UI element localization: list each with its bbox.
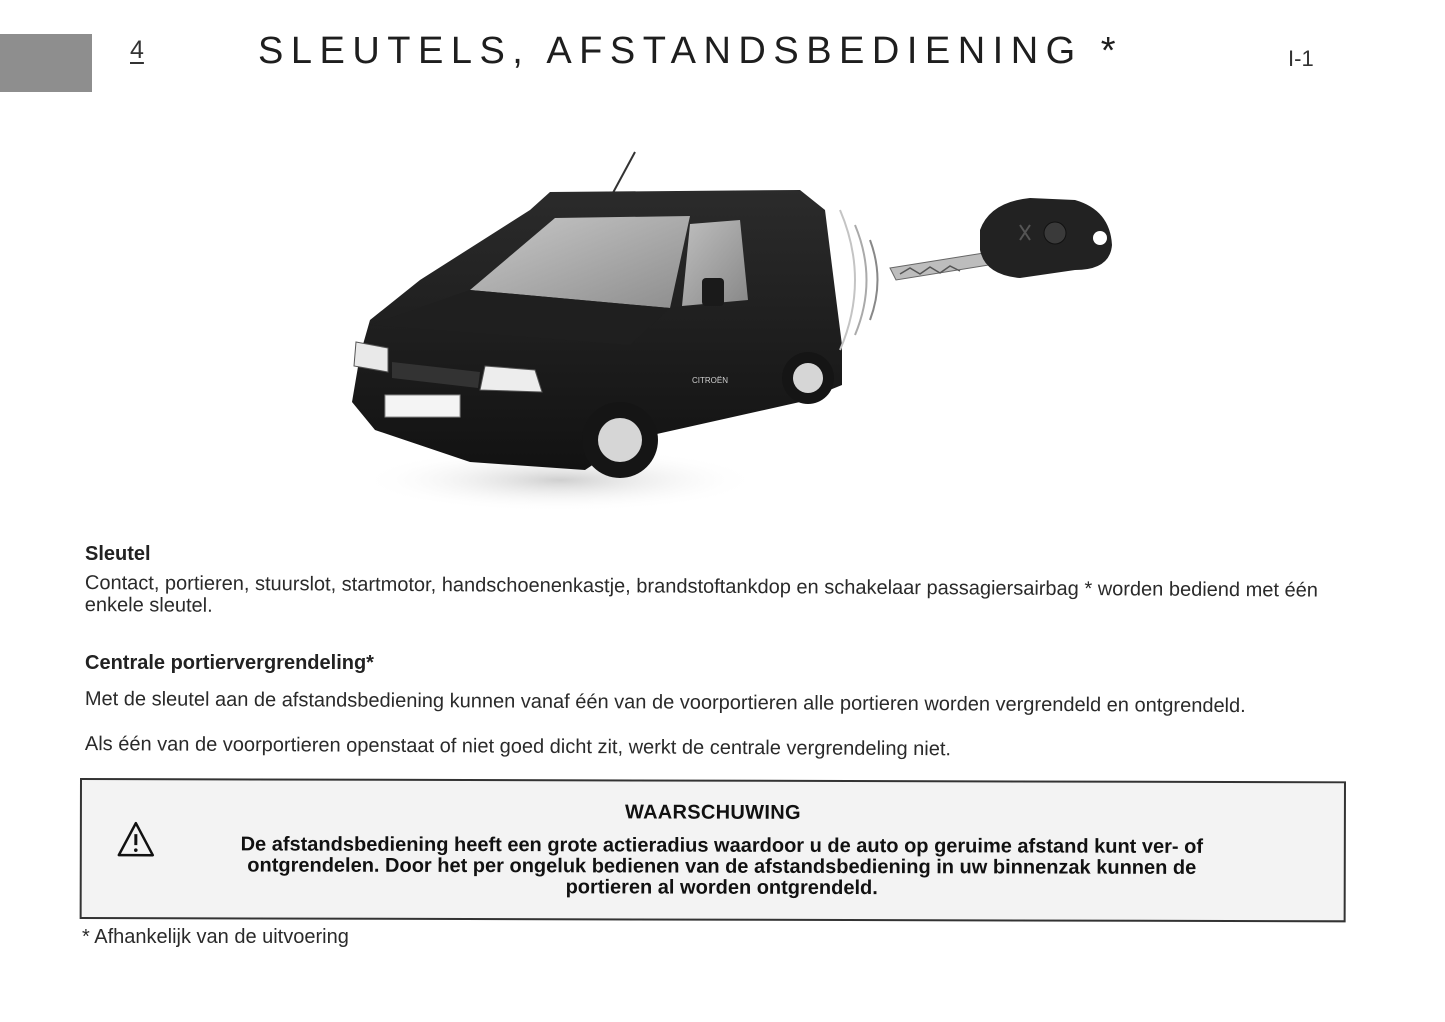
car-badge: CITROËN (692, 376, 728, 385)
section-paragraph-centrale-1: Met de sleutel aan de afstandsbediening kunnen vanaf één van de voorportieren alle portieren worden vergrendeld en ontgrendeld. (84, 688, 1246, 718)
license-plate (385, 395, 460, 417)
right-headlight (480, 366, 542, 392)
key-blade (890, 252, 995, 280)
page-title: SLEUTELS, AFSTANDSBEDIENING * (258, 30, 1124, 72)
section-heading-sleutel: Sleutel (85, 543, 151, 565)
section-code: I-1 (1288, 46, 1314, 71)
section-heading-centrale: Centrale portiervergrendeling* (85, 652, 374, 674)
section-paragraph-centrale-2: Als één van de voorportieren openstaat of niet goed dicht zit, werkt de centrale vergrendeling niet. (84, 733, 952, 761)
key-ring-hole (1093, 231, 1107, 245)
footnote: * Afhankelijk van de uitvoering (82, 926, 349, 948)
warning-title: WAARSCHUWING (624, 801, 801, 824)
key-button (1044, 222, 1066, 244)
page-number: 4 (130, 36, 144, 64)
warning-box (80, 778, 1346, 922)
section-paragraph-sleutel: Contact, portieren, stuurslot, startmotor, handschoenenkastje, brandstoftankdop en schakelaar passagiersairbag * worden bediend met één enkele sleutel. (84, 572, 1318, 617)
chapter-tab (0, 34, 92, 92)
side-mirror (702, 278, 724, 306)
signal-waves (870, 240, 878, 320)
van-and-key-illustration (330, 140, 1130, 530)
warning-triangle-icon (116, 820, 156, 858)
warning-text: De afstandsbediening heeft een grote actieradius waardoor u de auto op geruime afstand kunt ver- of ontgrendelen. Door het per ongeluk bedienen van de afstandsbediening in uw binnenzak kunnen de portieren al worden ontgrendeld. (240, 833, 1204, 900)
